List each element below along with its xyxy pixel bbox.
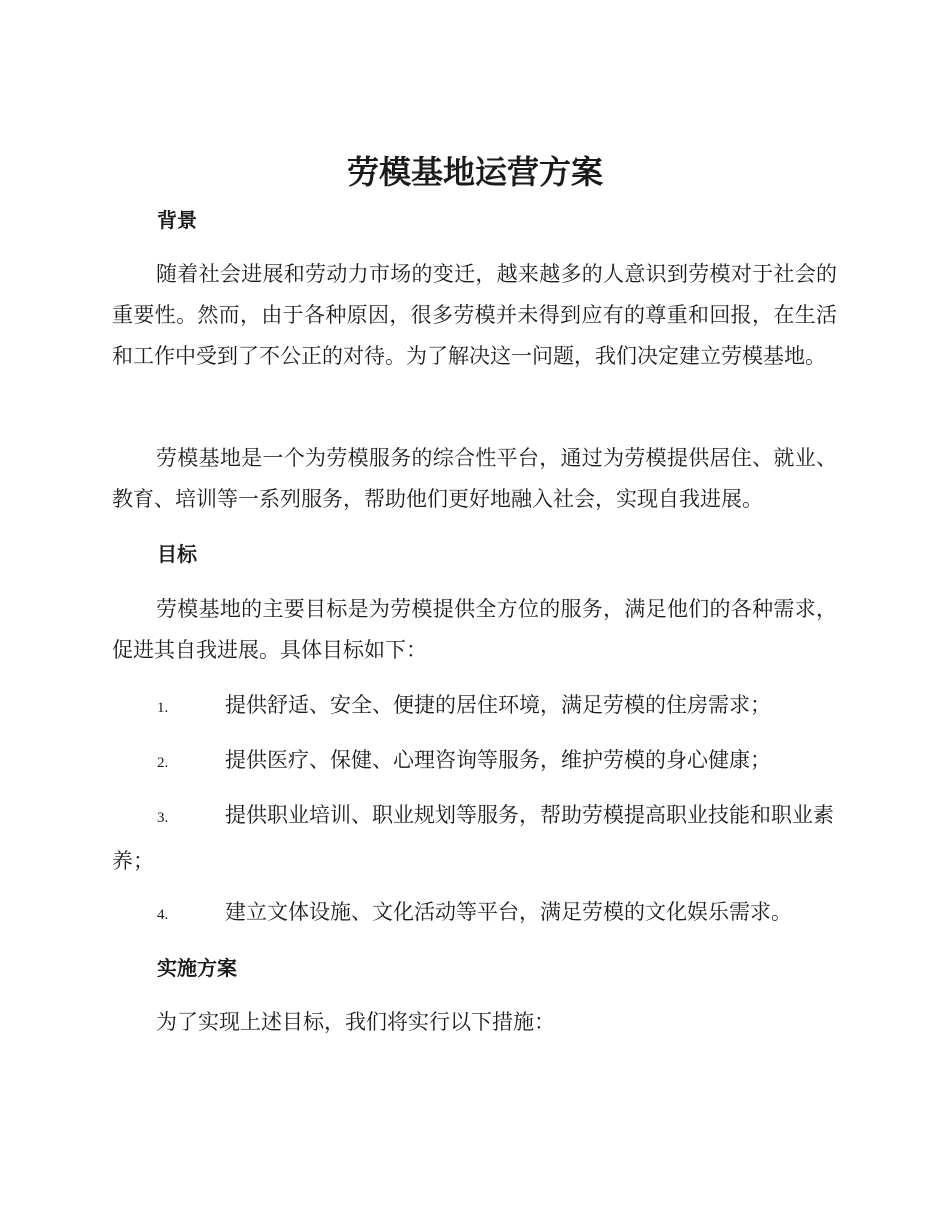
list-item [112,684,837,730]
paragraph: 随着社会进展和劳动力市场的变迁，越来越多的人意识到劳模对于社会的重要性。然而，由于各种原因，很多劳模并未得到应有的尊重和回报，在生活和工作中受到了不公正的对待。为了解决这一问题，我们决定建立劳模基地。 [112,262,837,368]
paragraph: 为了实现上述目标，我们将实行以下措施： [156,1010,555,1034]
paragraph: 劳模基地的主要目标是为劳模提供全方位的服务，满足他们的各种需求，促进其自我进展。具体目标如下： [112,597,837,662]
document-title: 劳模基地运营方案 [346,153,603,191]
list-item-number: 4. [157,907,169,923]
list-item [112,794,837,883]
list-item-text: 提供舒适、安全、便捷的居住环境，满足劳模的住房需求； [225,693,771,717]
list-item-text: 提供医疗、保健、心理咨询等服务，维护劳模的身心健康； [225,748,771,772]
list-item [112,739,837,785]
list-item-text: 建立文体设施、文化活动等平台，满足劳模的文化娱乐需求。 [225,900,792,924]
list-item-number: 2. [157,755,169,771]
list-item-number: 1. [157,700,169,716]
section-heading-implementation: 实施方案 [157,956,237,980]
list-item-text: 提供职业培训、职业规划等服务，帮助劳模提高职业技能和职业素养； [112,803,834,873]
list-item-number: 3. [157,810,169,826]
list-item [112,891,837,937]
section-heading-goals: 目标 [157,542,197,566]
section-heading-background: 背景 [157,208,197,232]
paragraph: 劳模基地是一个为劳模服务的综合性平台，通过为劳模提供居住、就业、教育、培训等一系列服务，帮助他们更好地融入社会，实现自我进展。 [112,446,837,511]
